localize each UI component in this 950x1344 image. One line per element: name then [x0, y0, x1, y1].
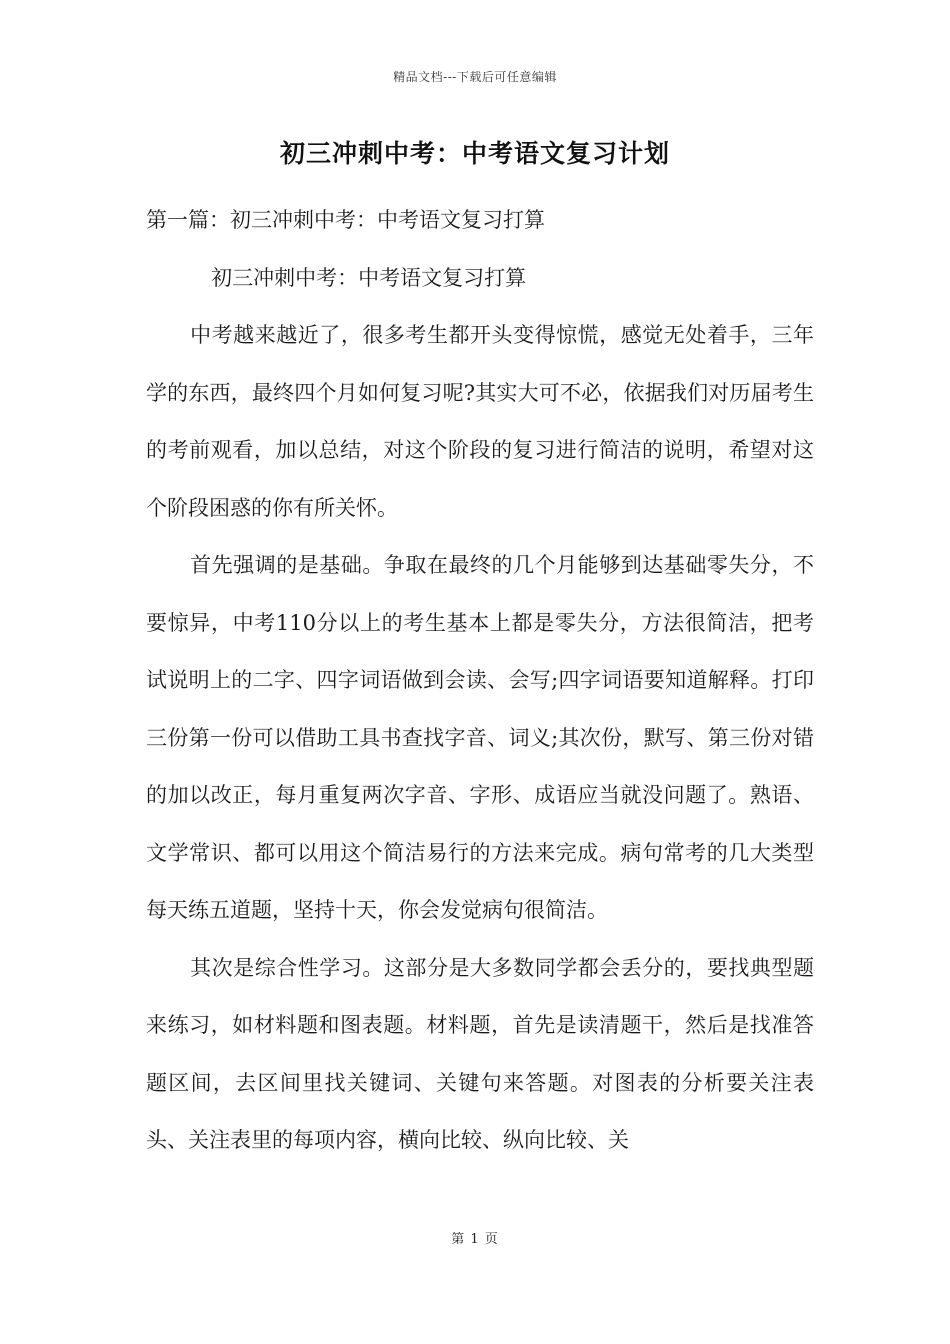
paragraph-comprehensive: 其次是综合性学习。这部分是大多数同学都会丢分的，要找典型题来练习，如材料题和图表题。材料题，首先是读清题干，然后是找准答题区间，去区间里找关键词、关键句来答题。对图表的分析要关注表头、关注表里的每项内容，横向比较、纵向比较、关 — [146, 955, 814, 1152]
page-number: 第 1 页 — [451, 1232, 499, 1247]
document-body — [146, 192, 814, 1170]
section-heading: 第一篇：初三冲刺中考：中考语文复习打算 — [146, 208, 545, 232]
paragraph-basics: 首先强调的是基础。争取在最终的几个月能够到达基础零失分，不要惊异，中考110分以上的考生基本上都是零失分，方法很简洁，把考试说明上的二字、四字词语做到会读、会写;四字词语要知道解释。打印三份第一份可以借助工具书查找字音、词义;其次份，默写、第三份对错的加以改正，每月重复两次字音、字形、成语应当就没问题了。熟语、文学常识、都可以用这个简洁易行的方法来完成。病句常考的几大类型每天练五道题，坚持十天，你会发觉病句很简洁。 — [146, 553, 814, 922]
header-note: 精品文档---下载后可任意编辑 — [393, 70, 557, 84]
subsection-heading: 初三冲刺中考：中考语文复习打算 — [211, 265, 527, 290]
paragraph-intro: 中考越来越近了，很多考生都开头变得惊慌，感觉无处着手，三年学的东西，最终四个月如何复习呢?其实大可不必，依据我们对历届考生的考前观看，加以总结，对这个阶段的复习进行简洁的说明，希望对这个阶段困惑的你有所关怀。 — [146, 323, 814, 520]
document-title: 初三冲刺中考：中考语文复习计划 — [279, 139, 670, 168]
